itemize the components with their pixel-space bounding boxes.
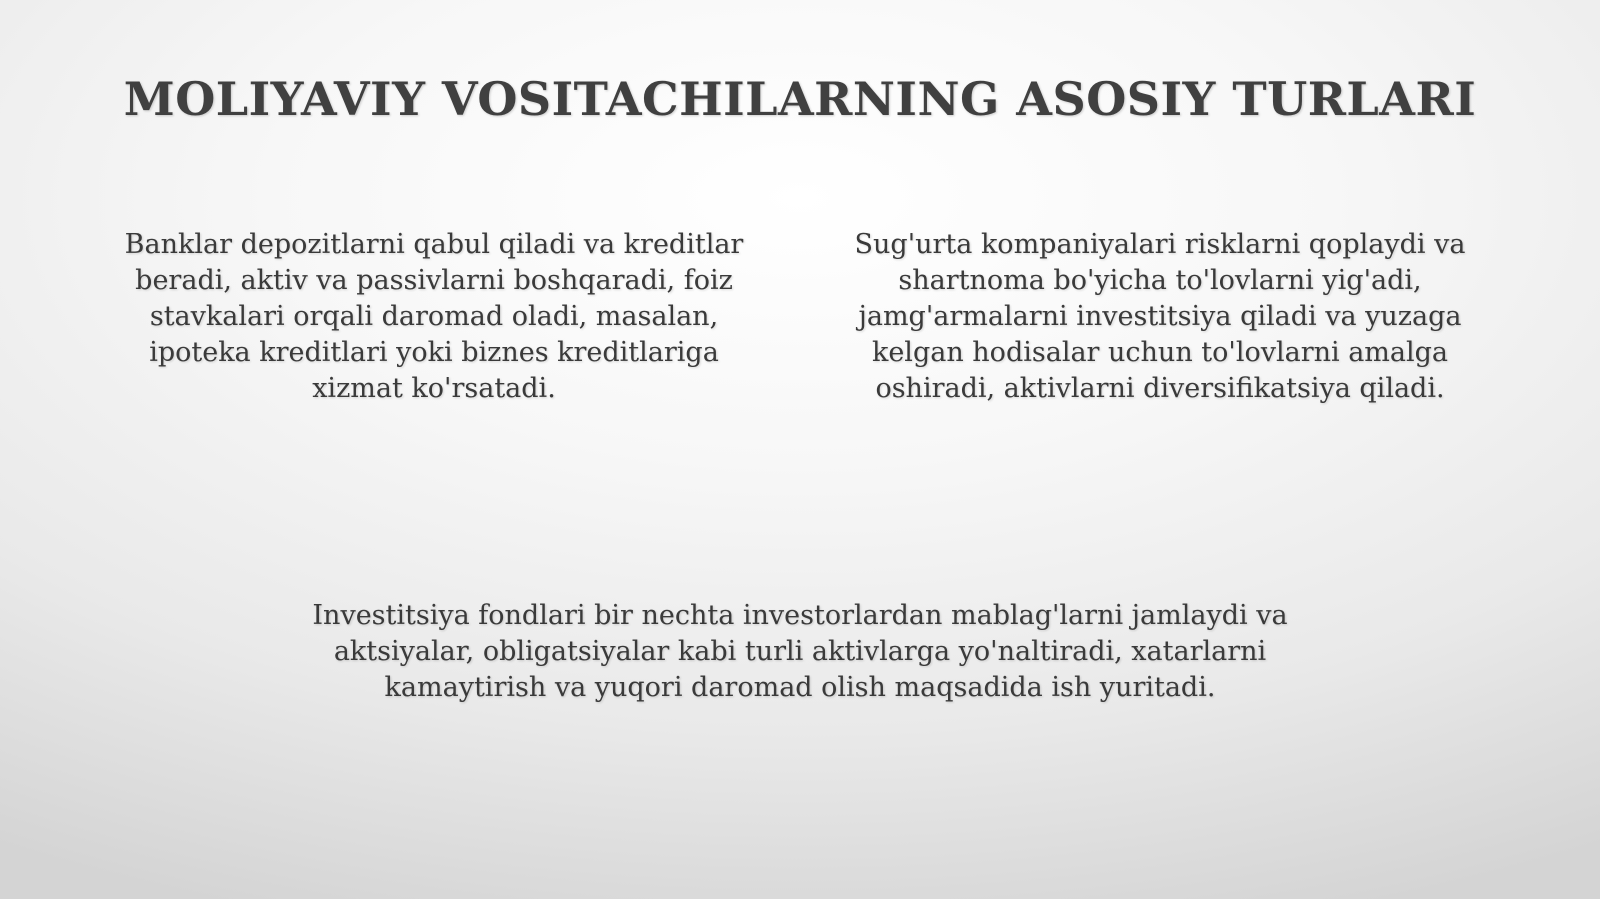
insurance-text-block: Sug'urta kompaniyalari risklarni qoplaydi va shartnoma bo'yicha to'lovlarni yig'adi, jamg'armalarni investitsiya qiladi va yuzaga kelgan hodisalar uchun to'lovlarni amalga oshiradi, aktivlarni diversifikatsiya qiladi.	[854, 229, 1466, 404]
investment-funds-text-block: Investitsiya fondlari bir nechta investorlardan mablag'larni jamlaydi va aktsiyalar, obligatsiyalar kabi turli aktivlarga yo'naltiradi, xatarlarni kamaytirish va yuqori daromad olish maqsadida ish yuritadi.	[312, 600, 1288, 703]
banks-text-block: Banklar depozitlarni qabul qiladi va kreditlar beradi, aktiv va passivlarni boshqaradi, foiz stavkalari orqali daromad oladi, masalan, ipoteka kreditlari yoki biznes kreditlariga xizmat ko'rsatadi.	[124, 229, 744, 404]
slide-title: MOLIYAVIY VOSITACHILARNING ASOSIY TURLARI	[123, 72, 1477, 126]
